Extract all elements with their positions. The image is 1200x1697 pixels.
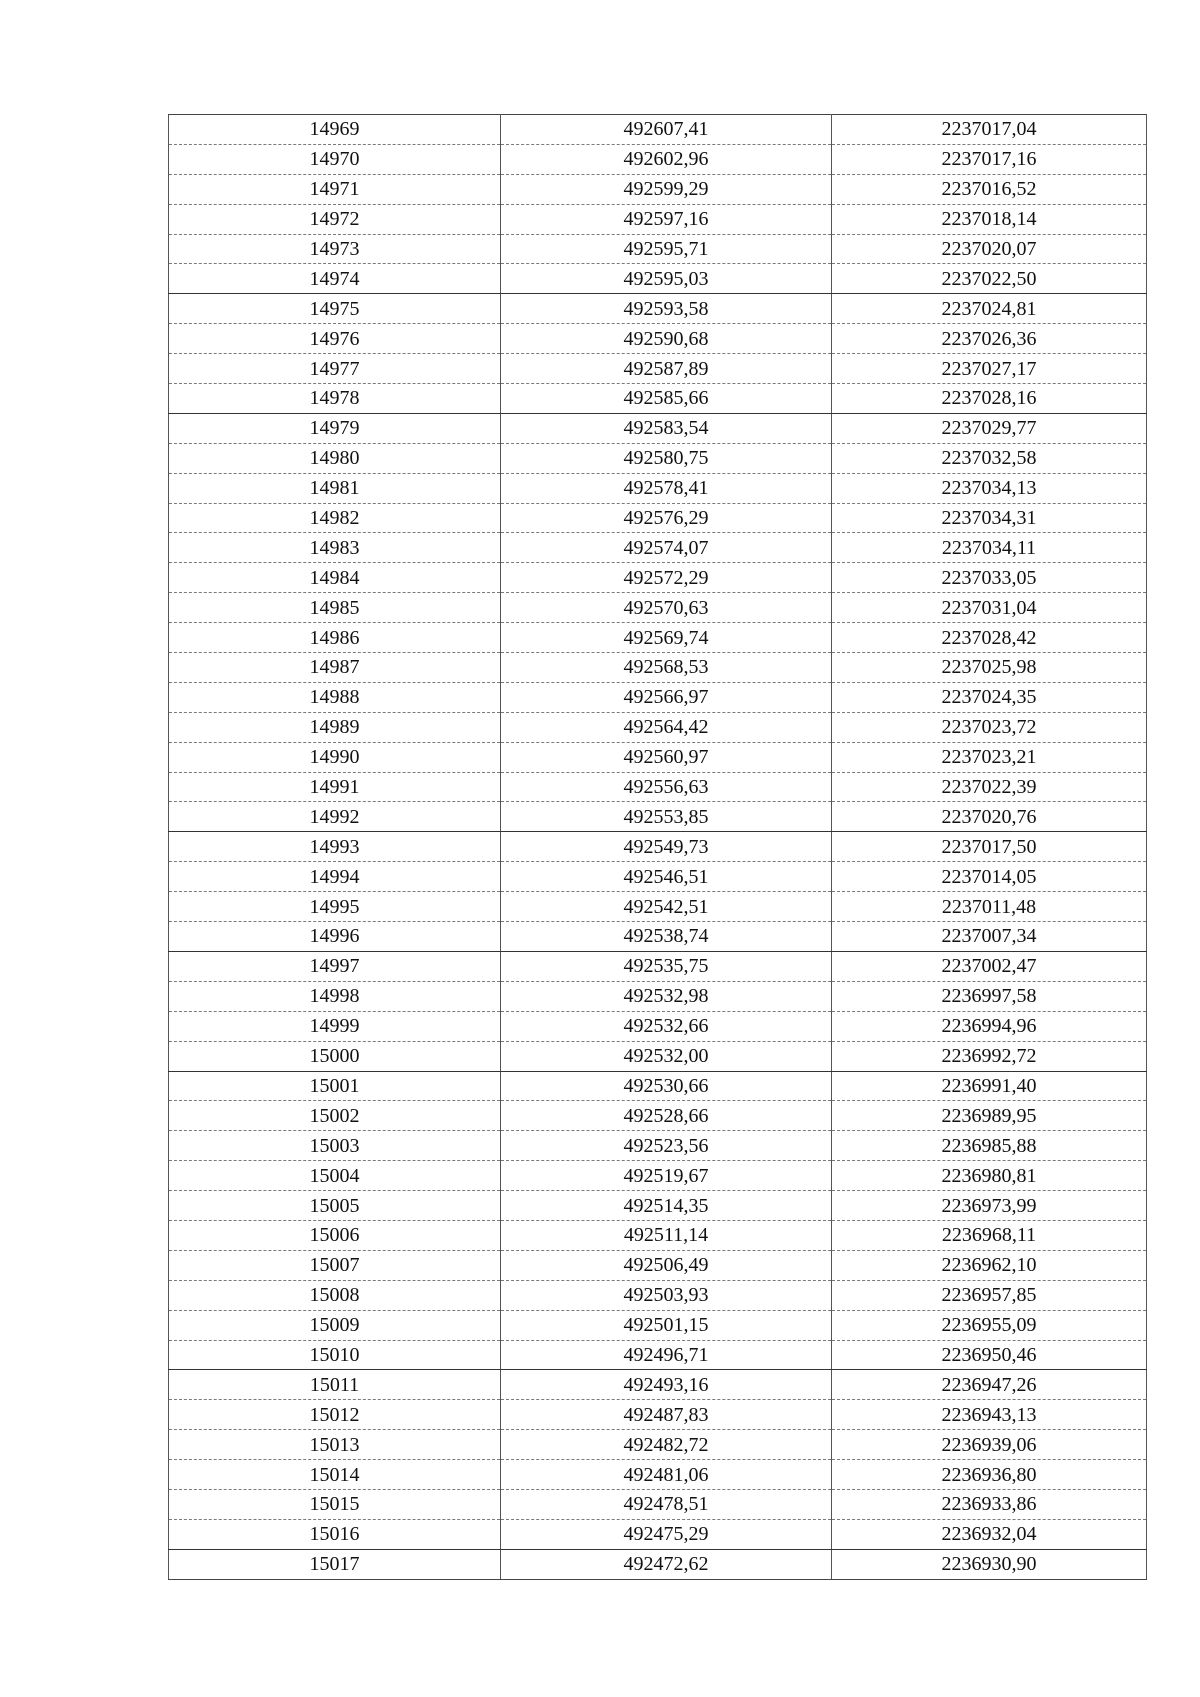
x-coordinate-cell: 492478,51	[501, 1489, 832, 1519]
table-row	[169, 1549, 1147, 1579]
point-number-cell: 14973	[169, 234, 501, 264]
y-coordinate-cell: 2236947,26	[832, 1370, 1147, 1400]
table-row	[169, 473, 1147, 503]
table-row	[169, 742, 1147, 772]
x-coordinate-cell: 492572,29	[501, 563, 832, 593]
point-number-cell: 14985	[169, 593, 501, 623]
y-coordinate-cell: 2237020,07	[832, 234, 1147, 264]
point-number-cell: 15003	[169, 1131, 501, 1161]
table-row	[169, 653, 1147, 683]
y-coordinate-cell: 2237024,35	[832, 682, 1147, 712]
table-row	[169, 1071, 1147, 1101]
table-row	[169, 593, 1147, 623]
point-number-cell: 15000	[169, 1041, 501, 1071]
x-coordinate-cell: 492599,29	[501, 174, 832, 204]
y-coordinate-cell: 2236994,96	[832, 1011, 1147, 1041]
y-coordinate-cell: 2236955,09	[832, 1310, 1147, 1340]
table-row	[169, 892, 1147, 922]
table-row	[169, 802, 1147, 832]
x-coordinate-cell: 492564,42	[501, 712, 832, 742]
y-coordinate-cell: 2237028,42	[832, 623, 1147, 653]
x-coordinate-cell: 492595,03	[501, 264, 832, 294]
y-coordinate-cell: 2237025,98	[832, 653, 1147, 683]
coordinates-table-body	[169, 115, 1147, 1580]
point-number-cell: 14990	[169, 742, 501, 772]
y-coordinate-cell: 2236936,80	[832, 1460, 1147, 1490]
x-coordinate-cell: 492590,68	[501, 324, 832, 354]
coordinates-table	[168, 114, 1147, 1580]
x-coordinate-cell: 492501,15	[501, 1310, 832, 1340]
y-coordinate-cell: 2237024,81	[832, 294, 1147, 324]
table-row	[169, 144, 1147, 174]
table-row	[169, 1041, 1147, 1071]
x-coordinate-cell: 492472,62	[501, 1549, 832, 1579]
y-coordinate-cell: 2236991,40	[832, 1071, 1147, 1101]
y-coordinate-cell: 2236992,72	[832, 1041, 1147, 1071]
y-coordinate-cell: 2237020,76	[832, 802, 1147, 832]
x-coordinate-cell: 492587,89	[501, 354, 832, 384]
table-row	[169, 1340, 1147, 1370]
table-row	[169, 712, 1147, 742]
point-number-cell: 14989	[169, 712, 501, 742]
point-number-cell: 14977	[169, 354, 501, 384]
table-row	[169, 533, 1147, 563]
y-coordinate-cell: 2236939,06	[832, 1430, 1147, 1460]
table-row	[169, 115, 1147, 145]
x-coordinate-cell: 492607,41	[501, 115, 832, 145]
point-number-cell: 14980	[169, 443, 501, 473]
point-number-cell: 14981	[169, 473, 501, 503]
x-coordinate-cell: 492602,96	[501, 144, 832, 174]
x-coordinate-cell: 492542,51	[501, 892, 832, 922]
x-coordinate-cell: 492568,53	[501, 653, 832, 683]
table-row	[169, 1460, 1147, 1490]
x-coordinate-cell: 492532,00	[501, 1041, 832, 1071]
x-coordinate-cell: 492532,66	[501, 1011, 832, 1041]
x-coordinate-cell: 492482,72	[501, 1430, 832, 1460]
table-row	[169, 951, 1147, 981]
table-row	[169, 354, 1147, 384]
point-number-cell: 15004	[169, 1161, 501, 1191]
x-coordinate-cell: 492569,74	[501, 623, 832, 653]
x-coordinate-cell: 492560,97	[501, 742, 832, 772]
y-coordinate-cell: 2237023,21	[832, 742, 1147, 772]
y-coordinate-cell: 2237016,52	[832, 174, 1147, 204]
table-row	[169, 264, 1147, 294]
x-coordinate-cell: 492528,66	[501, 1101, 832, 1131]
point-number-cell: 14994	[169, 862, 501, 892]
y-coordinate-cell: 2237023,72	[832, 712, 1147, 742]
y-coordinate-cell: 2236930,90	[832, 1549, 1147, 1579]
table-row	[169, 1400, 1147, 1430]
y-coordinate-cell: 2237002,47	[832, 951, 1147, 981]
point-number-cell: 15002	[169, 1101, 501, 1131]
table-row	[169, 922, 1147, 952]
point-number-cell: 14975	[169, 294, 501, 324]
point-number-cell: 15010	[169, 1340, 501, 1370]
table-row	[169, 1430, 1147, 1460]
y-coordinate-cell: 2237022,39	[832, 772, 1147, 802]
x-coordinate-cell: 492535,75	[501, 951, 832, 981]
point-number-cell: 15001	[169, 1071, 501, 1101]
point-number-cell: 15006	[169, 1220, 501, 1250]
x-coordinate-cell: 492546,51	[501, 862, 832, 892]
point-number-cell: 14991	[169, 772, 501, 802]
x-coordinate-cell: 492566,97	[501, 682, 832, 712]
point-number-cell: 14976	[169, 324, 501, 354]
point-number-cell: 14988	[169, 682, 501, 712]
table-row	[169, 294, 1147, 324]
y-coordinate-cell: 2236985,88	[832, 1131, 1147, 1161]
y-coordinate-cell: 2237026,36	[832, 324, 1147, 354]
y-coordinate-cell: 2237011,48	[832, 892, 1147, 922]
y-coordinate-cell: 2237027,17	[832, 354, 1147, 384]
x-coordinate-cell: 492585,66	[501, 384, 832, 414]
table-row	[169, 204, 1147, 234]
point-number-cell: 15016	[169, 1519, 501, 1549]
point-number-cell: 15014	[169, 1460, 501, 1490]
table-row	[169, 1161, 1147, 1191]
y-coordinate-cell: 2237034,13	[832, 473, 1147, 503]
point-number-cell: 14997	[169, 951, 501, 981]
point-number-cell: 14996	[169, 922, 501, 952]
point-number-cell: 14992	[169, 802, 501, 832]
x-coordinate-cell: 492576,29	[501, 503, 832, 533]
table-row	[169, 1191, 1147, 1221]
x-coordinate-cell: 492578,41	[501, 473, 832, 503]
y-coordinate-cell: 2237029,77	[832, 413, 1147, 443]
x-coordinate-cell: 492595,71	[501, 234, 832, 264]
point-number-cell: 14983	[169, 533, 501, 563]
table-row	[169, 832, 1147, 862]
point-number-cell: 15008	[169, 1280, 501, 1310]
x-coordinate-cell: 492503,93	[501, 1280, 832, 1310]
point-number-cell: 14974	[169, 264, 501, 294]
point-number-cell: 14986	[169, 623, 501, 653]
x-coordinate-cell: 492574,07	[501, 533, 832, 563]
table-row	[169, 1250, 1147, 1280]
point-number-cell: 15005	[169, 1191, 501, 1221]
point-number-cell: 15013	[169, 1430, 501, 1460]
point-number-cell: 14982	[169, 503, 501, 533]
point-number-cell: 14971	[169, 174, 501, 204]
table-row	[169, 1101, 1147, 1131]
point-number-cell: 14970	[169, 144, 501, 174]
x-coordinate-cell: 492570,63	[501, 593, 832, 623]
x-coordinate-cell: 492511,14	[501, 1220, 832, 1250]
table-row	[169, 1280, 1147, 1310]
y-coordinate-cell: 2236950,46	[832, 1340, 1147, 1370]
point-number-cell: 14978	[169, 384, 501, 414]
x-coordinate-cell: 492481,06	[501, 1460, 832, 1490]
y-coordinate-cell: 2237017,04	[832, 115, 1147, 145]
table-row	[169, 563, 1147, 593]
y-coordinate-cell: 2236968,11	[832, 1220, 1147, 1250]
point-number-cell: 15015	[169, 1489, 501, 1519]
table-row	[169, 1011, 1147, 1041]
x-coordinate-cell: 492487,83	[501, 1400, 832, 1430]
x-coordinate-cell: 492514,35	[501, 1191, 832, 1221]
table-row	[169, 1310, 1147, 1340]
table-row	[169, 862, 1147, 892]
point-number-cell: 14998	[169, 981, 501, 1011]
table-row	[169, 623, 1147, 653]
x-coordinate-cell: 492530,66	[501, 1071, 832, 1101]
y-coordinate-cell: 2236989,95	[832, 1101, 1147, 1131]
y-coordinate-cell: 2236943,13	[832, 1400, 1147, 1430]
y-coordinate-cell: 2237017,16	[832, 144, 1147, 174]
point-number-cell: 15007	[169, 1250, 501, 1280]
y-coordinate-cell: 2237022,50	[832, 264, 1147, 294]
x-coordinate-cell: 492583,54	[501, 413, 832, 443]
table-row	[169, 981, 1147, 1011]
table-row	[169, 1220, 1147, 1250]
y-coordinate-cell: 2236932,04	[832, 1519, 1147, 1549]
point-number-cell: 15011	[169, 1370, 501, 1400]
table-row	[169, 503, 1147, 533]
point-number-cell: 14999	[169, 1011, 501, 1041]
x-coordinate-cell: 492593,58	[501, 294, 832, 324]
point-number-cell: 14969	[169, 115, 501, 145]
y-coordinate-cell: 2236957,85	[832, 1280, 1147, 1310]
point-number-cell: 14993	[169, 832, 501, 862]
x-coordinate-cell: 492475,29	[501, 1519, 832, 1549]
x-coordinate-cell: 492506,49	[501, 1250, 832, 1280]
coordinates-sheet	[168, 114, 1146, 1580]
y-coordinate-cell: 2236980,81	[832, 1161, 1147, 1191]
x-coordinate-cell: 492523,56	[501, 1131, 832, 1161]
table-row	[169, 1489, 1147, 1519]
x-coordinate-cell: 492580,75	[501, 443, 832, 473]
table-row	[169, 1370, 1147, 1400]
y-coordinate-cell: 2237032,58	[832, 443, 1147, 473]
x-coordinate-cell: 492549,73	[501, 832, 832, 862]
y-coordinate-cell: 2237018,14	[832, 204, 1147, 234]
x-coordinate-cell: 492496,71	[501, 1340, 832, 1370]
point-number-cell: 15017	[169, 1549, 501, 1579]
x-coordinate-cell: 492553,85	[501, 802, 832, 832]
table-row	[169, 324, 1147, 354]
y-coordinate-cell: 2237033,05	[832, 563, 1147, 593]
table-row	[169, 772, 1147, 802]
table-row	[169, 384, 1147, 414]
y-coordinate-cell: 2237028,16	[832, 384, 1147, 414]
point-number-cell: 14972	[169, 204, 501, 234]
point-number-cell: 14987	[169, 653, 501, 683]
y-coordinate-cell: 2237034,31	[832, 503, 1147, 533]
table-row	[169, 1131, 1147, 1161]
table-row	[169, 682, 1147, 712]
x-coordinate-cell: 492597,16	[501, 204, 832, 234]
table-row	[169, 413, 1147, 443]
x-coordinate-cell: 492538,74	[501, 922, 832, 952]
y-coordinate-cell: 2236933,86	[832, 1489, 1147, 1519]
point-number-cell: 14984	[169, 563, 501, 593]
x-coordinate-cell: 492532,98	[501, 981, 832, 1011]
point-number-cell: 15012	[169, 1400, 501, 1430]
y-coordinate-cell: 2237014,05	[832, 862, 1147, 892]
y-coordinate-cell: 2237007,34	[832, 922, 1147, 952]
table-row	[169, 443, 1147, 473]
x-coordinate-cell: 492556,63	[501, 772, 832, 802]
x-coordinate-cell: 492519,67	[501, 1161, 832, 1191]
table-row	[169, 174, 1147, 204]
y-coordinate-cell: 2237017,50	[832, 832, 1147, 862]
table-row	[169, 234, 1147, 264]
y-coordinate-cell: 2237034,11	[832, 533, 1147, 563]
point-number-cell: 14995	[169, 892, 501, 922]
x-coordinate-cell: 492493,16	[501, 1370, 832, 1400]
y-coordinate-cell: 2236997,58	[832, 981, 1147, 1011]
y-coordinate-cell: 2237031,04	[832, 593, 1147, 623]
y-coordinate-cell: 2236973,99	[832, 1191, 1147, 1221]
point-number-cell: 15009	[169, 1310, 501, 1340]
table-row	[169, 1519, 1147, 1549]
point-number-cell: 14979	[169, 413, 501, 443]
y-coordinate-cell: 2236962,10	[832, 1250, 1147, 1280]
